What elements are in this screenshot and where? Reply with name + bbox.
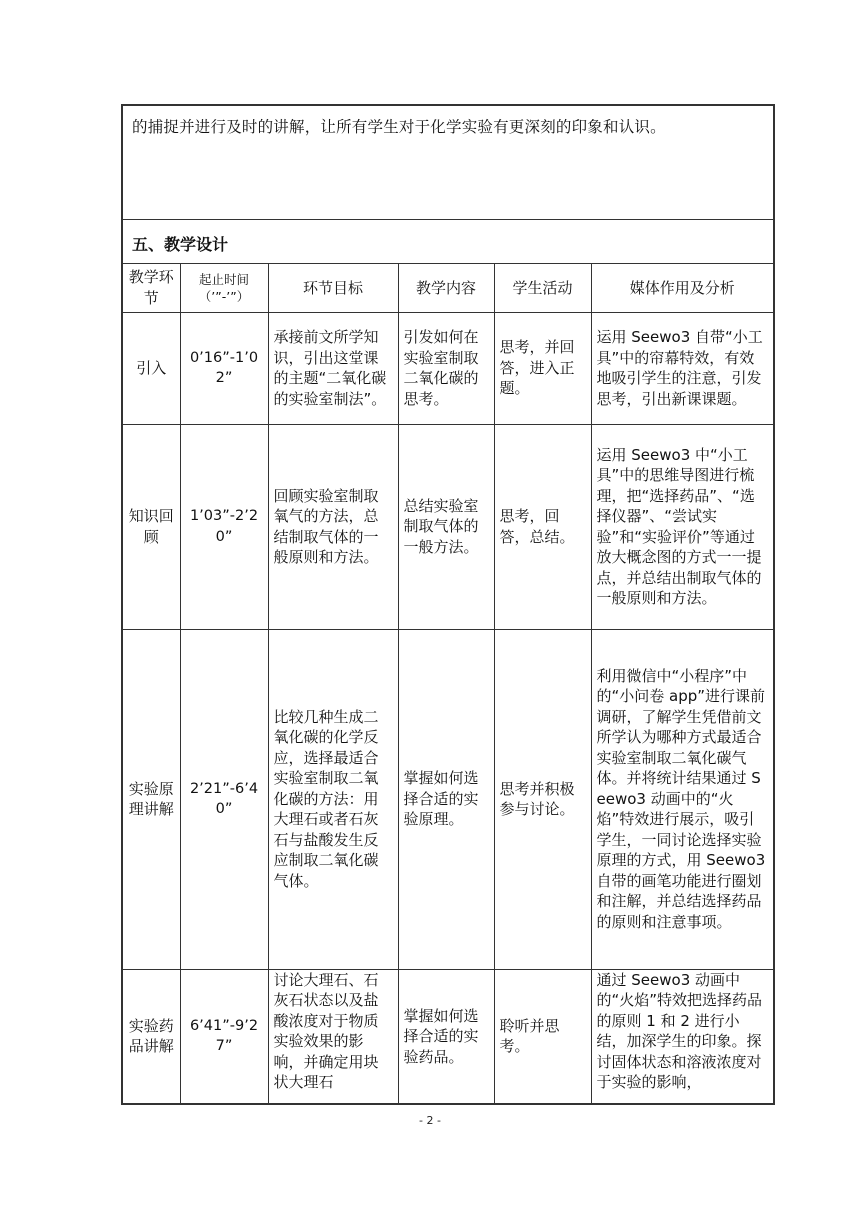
header-content: 教学内容 bbox=[398, 264, 494, 312]
row-activity: 思考并积极参与讨论。 bbox=[494, 629, 591, 969]
row-stage: 知识回顾 bbox=[123, 424, 180, 629]
section-heading: 五、教学设计 bbox=[123, 220, 773, 264]
row-media: 运用 Seewo3 自带“小工具”中的帘幕特效，有效地吸引学生的注意，引发思考，引出新课课题。 bbox=[591, 312, 773, 424]
row-goal: 回顾实验室制取氧气的方法，总结制取气体的一般原则和方法。 bbox=[268, 424, 398, 629]
page-number: - 2 - bbox=[419, 1114, 441, 1127]
row-stage: 引入 bbox=[123, 312, 180, 424]
header-stage: 教学环节 bbox=[123, 264, 180, 312]
header-time-label: 起止时间 bbox=[198, 271, 249, 287]
continuation-paragraph: 的捕捉并进行及时的讲解，让所有学生对于化学实验有更深刻的印象和认识。 bbox=[123, 106, 773, 220]
header-media: 媒体作用及分析 bbox=[591, 264, 773, 312]
row-time: 2’21”-6’40” bbox=[180, 629, 268, 969]
header-goal: 环节目标 bbox=[268, 264, 398, 312]
table-row bbox=[123, 969, 773, 1103]
row-goal: 承接前文所学知识，引出这堂课的主题“二氧化碳的实验室制法”。 bbox=[268, 312, 398, 424]
table-row bbox=[123, 424, 773, 629]
row-goal: 比较几种生成二氧化碳的化学反应，选择最适合实验室制取二氧化碳的方法：用大理石或者石灰石与盐酸发生反应制取二氧化碳气体。 bbox=[268, 629, 398, 969]
row-time: 0’16”-1’02” bbox=[180, 312, 268, 424]
header-activity: 学生活动 bbox=[494, 264, 591, 312]
header-time bbox=[180, 264, 268, 312]
row-stage: 实验原理讲解 bbox=[123, 629, 180, 969]
table-row bbox=[123, 312, 773, 424]
teaching-design-table bbox=[123, 264, 773, 1103]
row-goal: 讨论大理石、石灰石状态以及盐酸浓度对于物质实验效果的影响，并确定用块状大理石 bbox=[268, 969, 398, 1103]
header-time-format: （’”-’”） bbox=[198, 288, 250, 304]
table-header-row bbox=[123, 264, 773, 312]
row-content: 掌握如何选择合适的实验原理。 bbox=[398, 629, 494, 969]
row-activity: 聆听并思考。 bbox=[494, 969, 591, 1103]
row-activity: 思考，并回答，进入正题。 bbox=[494, 312, 591, 424]
row-content: 引发如何在实验室制取二氧化碳的思考。 bbox=[398, 312, 494, 424]
row-media: 通过 Seewo3 动画中的“火焰”特效把选择药品的原则 1 和 2 进行小结，加深学生的印象。探讨固体状态和溶液浓度对于实验的影响， bbox=[591, 969, 773, 1103]
lesson-plan-frame bbox=[121, 104, 775, 1105]
row-media: 利用微信中“小程序”中的“小问卷 app”进行课前调研，了解学生凭借前文所学认为哪种方式最适合实验室制取二氧化碳气体。并将统计结果通过 Seewo3 动画中的“火焰”特效进行展示，吸引学生，一同讨论选择实验原理的方式，用 Seewo3 自带的画笔功能进行圈划和注解，并总结选择药品的原则和注意事项。 bbox=[591, 629, 773, 969]
row-stage: 实验药品讲解 bbox=[123, 969, 180, 1103]
row-time: 1’03”-2’20” bbox=[180, 424, 268, 629]
row-content: 总结实验室制取气体的一般方法。 bbox=[398, 424, 494, 629]
row-time: 6’41”-9’27” bbox=[180, 969, 268, 1103]
row-content: 掌握如何选择合适的实验药品。 bbox=[398, 969, 494, 1103]
table-row bbox=[123, 629, 773, 969]
row-activity: 思考，回答，总结。 bbox=[494, 424, 591, 629]
row-media: 运用 Seewo3 中“小工具”中的思维导图进行梳理，把“选择药品”、“选择仪器”、“尝试实验”和“实验评价”等通过放大概念图的方式一一提点，并总结出制取气体的一般原则和方法。 bbox=[591, 424, 773, 629]
